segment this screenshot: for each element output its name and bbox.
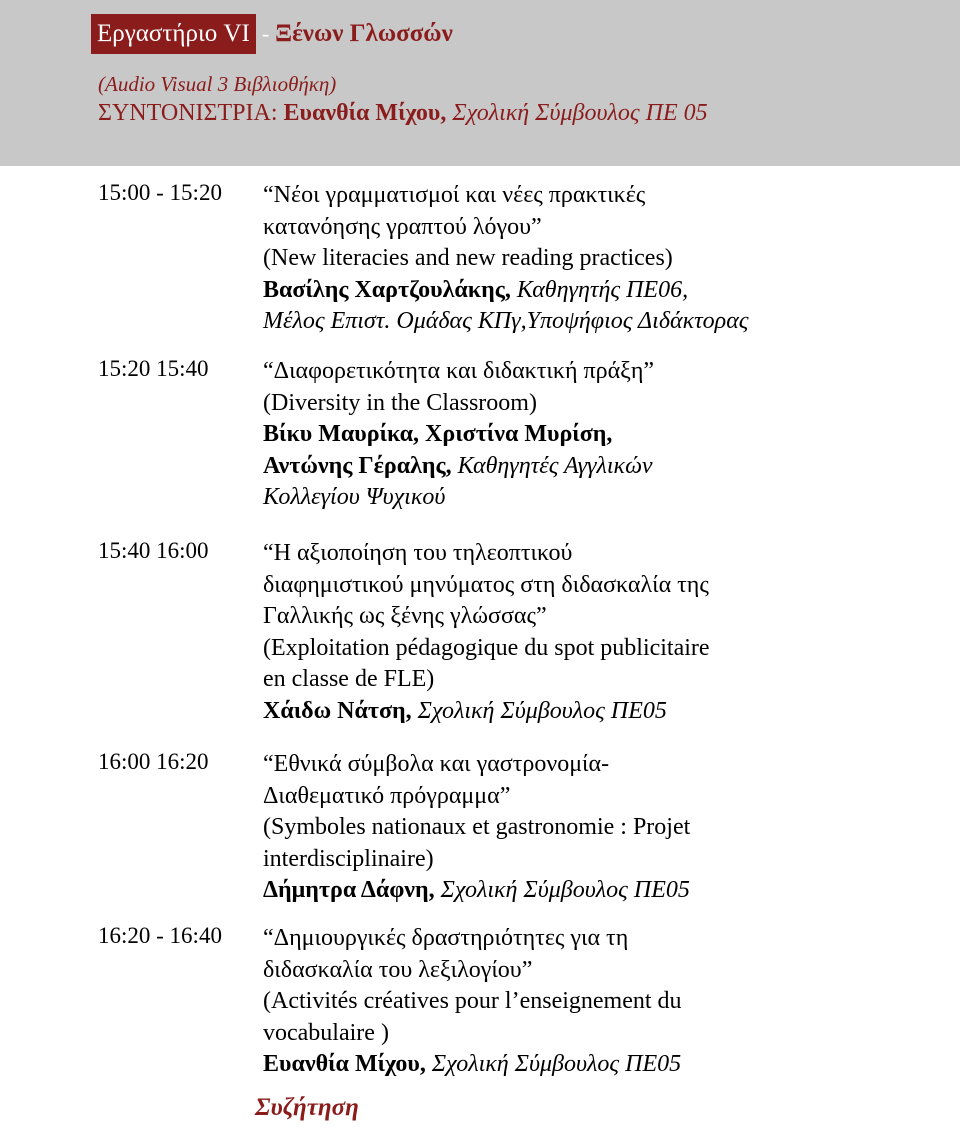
workshop-label: Εργαστήριο VI [91, 14, 256, 54]
session-time: 15:40 16:00 [98, 538, 209, 563]
session-title-line: διδασκαλία του λεξιλογίου” [263, 956, 533, 983]
speaker-line [263, 875, 933, 907]
discussion-label: Συζήτηση [255, 1094, 359, 1121]
session-title-line: “Διαφορετικότητα και διδακτική πράξη” [263, 358, 655, 384]
coordinator-line [98, 100, 708, 127]
coordinator-role: Σχολική Σύμβουλος ΠΕ 05 [452, 100, 708, 126]
session-title-line: διαφημιστικού μηνύματος στη διδασκαλία της [263, 571, 709, 598]
speaker-affiliation: Σχολική Σύμβουλος ΠΕ05 [417, 697, 667, 724]
session-title-line: “Εθνικά σύμβολα και γαστρονομία- [263, 751, 610, 777]
speaker-affiliation: Κολλεγίου Ψυχικού [263, 484, 446, 510]
speaker-line [263, 451, 933, 483]
session-title-line: “Νέοι γραμματισμοί και νέες πρακτικές [263, 182, 646, 208]
speaker-names: Αντώνης Γέραλης, [263, 452, 452, 479]
workshop-title [91, 14, 453, 54]
session-title-line: “Η αξιοποίηση του τηλεοπτικού [263, 540, 573, 566]
workshop-topic: Ξένων Γλωσσών [275, 20, 453, 47]
speaker-affiliation: Καθηγητές Αγγλικών [457, 452, 653, 479]
session-subtitle: (Exploitation pédagogique du spot publicitaire [263, 634, 710, 661]
speaker-affiliation: Καθηγητής ΠΕ06, [516, 276, 689, 303]
speaker-names: Δήμητρα Δάφνη, [263, 877, 435, 903]
speaker-affiliation: Σχολική Σύμβουλος ΠΕ05 [440, 877, 690, 903]
session-title-line: “Δημιουργικές δραστηριότητες για τη [263, 925, 629, 951]
session-content [263, 180, 933, 338]
header-band [0, 0, 960, 166]
session-title-line: Διαθεματικό πρόγραμμα” [263, 782, 511, 809]
speaker-line [263, 275, 933, 307]
speaker-names: Βασίλης Χαρτζουλάκης, [263, 276, 511, 303]
speaker-names: Ευανθία Μίχου, [263, 1051, 426, 1077]
session-time: 16:20 - 16:40 [98, 923, 222, 948]
session-content [263, 356, 933, 514]
session-subtitle: vocabulaire ) [263, 1019, 389, 1046]
session-content [263, 749, 933, 907]
title-dash: - [261, 21, 270, 46]
speaker-affiliation: Μέλος Επιστ. Ομάδας ΚΠγ,Υποψήφιος Διδάκτορας [263, 308, 749, 334]
speaker-affiliation: Σχολική Σύμβουλος ΠΕ05 [431, 1051, 682, 1077]
session-subtitle: en classe de FLE) [263, 666, 435, 692]
session-time: 15:00 - 15:20 [98, 180, 222, 205]
session-content [263, 538, 933, 727]
coordinator-name: Ευανθία Μίχου, [283, 100, 447, 126]
session-title-line: Γαλλικής ως ξένης γλώσσας” [263, 603, 547, 629]
session-subtitle: (Symboles nationaux et gastronomie : Projet [263, 814, 691, 840]
session-title-line: κατανόησης γραπτού λόγου” [263, 213, 542, 240]
speaker-line [263, 696, 933, 728]
session-subtitle: (Activités créatives pour l’enseignement du [263, 988, 682, 1014]
coordinator-label: ΣΥΝΤΟΝΙΣΤΡΙΑ: [98, 100, 278, 126]
workshop-location: (Audio Visual 3 Βιβλιοθήκη) [98, 72, 337, 96]
speaker-names: Βίκυ Μαυρίκα, Χριστίνα Μυρίση, [263, 421, 613, 447]
session-subtitle: (New literacies and new reading practices) [263, 245, 673, 271]
speaker-names: Χάιδω Νάτση, [263, 697, 412, 724]
session-time: 16:00 16:20 [98, 749, 209, 774]
session-time: 15:20 15:40 [98, 356, 209, 381]
speaker-line [263, 1049, 933, 1081]
session-content [263, 923, 933, 1081]
session-subtitle: (Diversity in the Classroom) [263, 389, 537, 416]
session-subtitle: interdisciplinaire) [263, 845, 434, 872]
